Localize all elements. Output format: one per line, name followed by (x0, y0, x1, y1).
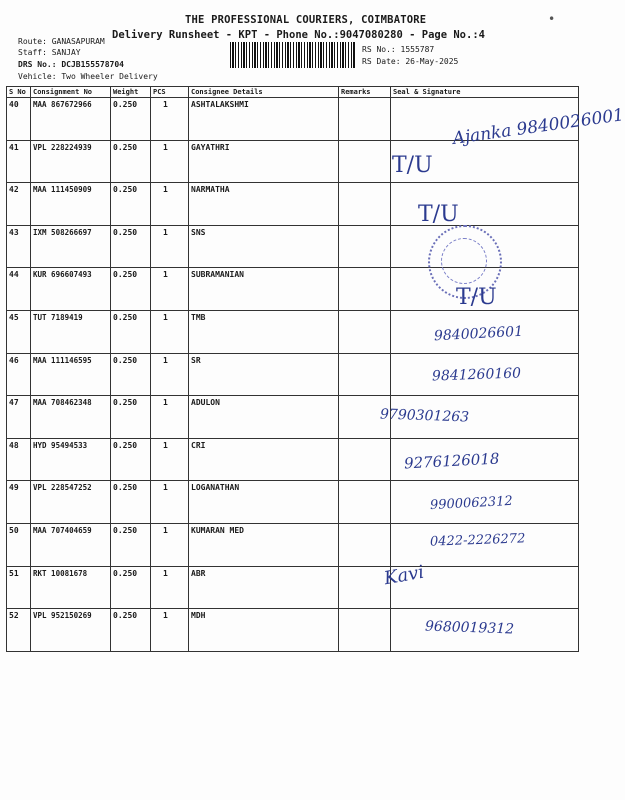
cell-consignee: CRI (189, 438, 339, 481)
cell-consignment: RKT 10081678 (31, 566, 111, 609)
cell-weight: 0.250 (111, 183, 151, 226)
cell-consignment: VPL 952150269 (31, 609, 111, 652)
cell-remarks (339, 481, 391, 524)
cell-consignee: LOGANATHAN (189, 481, 339, 524)
cell-sno: 45 (7, 310, 31, 353)
col-pcs: PCS (151, 87, 189, 98)
cell-consignment: TUT 7189419 (31, 310, 111, 353)
note-tu-2: T/U (418, 202, 459, 227)
cell-sno: 47 (7, 396, 31, 439)
cell-sno: 41 (7, 140, 31, 183)
cell-consignee: ABR (189, 566, 339, 609)
cell-consignment: VPL 228547252 (31, 481, 111, 524)
cell-sno: 46 (7, 353, 31, 396)
cell-weight: 0.250 (111, 225, 151, 268)
signature-row-40: Ajanka 9840026001 (451, 105, 625, 149)
cell-remarks (339, 523, 391, 566)
rs-number: RS No.: 1555787 (362, 45, 435, 54)
cell-consignee: SR (189, 353, 339, 396)
route-label: Route: GANASAPURAM (18, 37, 105, 46)
cell-consignment: MAA 867672966 (31, 98, 111, 141)
delivery-stamp-inner (441, 238, 487, 284)
cell-consignee: SNS (189, 225, 339, 268)
barcode (230, 42, 356, 68)
drs-label: DRS No.: DCJB155578704 (18, 60, 124, 69)
signature-row-49: 9900062312 (429, 493, 514, 514)
table-row (7, 396, 579, 439)
signature-row-45: 9840026601 (433, 323, 524, 345)
cell-consignment: IXM 508266697 (31, 225, 111, 268)
signature-row-50: 0422-2226272 (429, 531, 526, 550)
cell-weight: 0.250 (111, 310, 151, 353)
cell-remarks (339, 353, 391, 396)
cell-weight: 0.250 (111, 566, 151, 609)
col-sno: S No (7, 87, 31, 98)
cell-pcs: 1 (151, 523, 189, 566)
cell-consignee: MDH (189, 609, 339, 652)
cell-sno: 50 (7, 523, 31, 566)
cell-consignment: MAA 708462348 (31, 396, 111, 439)
cell-weight: 0.250 (111, 523, 151, 566)
col-remarks: Remarks (339, 87, 391, 98)
cell-consignment: HYD 95494533 (31, 438, 111, 481)
cell-pcs: 1 (151, 353, 189, 396)
cell-pcs: 1 (151, 98, 189, 141)
signature-row-51: Kavi (382, 561, 426, 590)
note-tu-1: T/U (392, 153, 433, 178)
cell-consignee: SUBRAMANIAN (189, 268, 339, 311)
cell-remarks (339, 98, 391, 141)
cell-consignee: TMB (189, 310, 339, 353)
cell-pcs: 1 (151, 140, 189, 183)
cell-sno: 40 (7, 98, 31, 141)
cell-sno: 43 (7, 225, 31, 268)
cell-weight: 0.250 (111, 481, 151, 524)
vehicle-label: Vehicle: Two Wheeler Delivery (18, 72, 158, 81)
cell-consignee: ADULON (189, 396, 339, 439)
staff-label: Staff: SANJAY (18, 48, 81, 57)
cell-consignee: KUMARAN MED (189, 523, 339, 566)
cell-weight: 0.250 (111, 353, 151, 396)
runsheet-subtitle: Delivery Runsheet - KPT - Phone No.:9047080280 - Page No.:4 (112, 29, 485, 41)
cell-pcs: 1 (151, 183, 189, 226)
cell-pcs: 1 (151, 438, 189, 481)
signature-row-46: 9841260160 (431, 365, 522, 385)
cell-consignee: ASHTALAKSHMI (189, 98, 339, 141)
cell-remarks (339, 183, 391, 226)
company-title: THE PROFESSIONAL COURIERS, COIMBATORE (185, 14, 427, 26)
cell-pcs: 1 (151, 268, 189, 311)
signature-row-47: 9790301263 (379, 406, 470, 426)
cell-pcs: 1 (151, 396, 189, 439)
col-weight: Weight (111, 87, 151, 98)
cell-weight: 0.250 (111, 609, 151, 652)
signature-row-48: 9276126018 (403, 449, 500, 473)
cell-consignment: MAA 707404659 (31, 523, 111, 566)
cell-weight: 0.250 (111, 396, 151, 439)
cell-sno: 48 (7, 438, 31, 481)
cell-consignment: MAA 111450909 (31, 183, 111, 226)
table-row (7, 183, 579, 226)
col-consignment: Consignment No (31, 87, 111, 98)
table-header-row (7, 87, 579, 98)
cell-weight: 0.250 (111, 98, 151, 141)
cell-pcs: 1 (151, 481, 189, 524)
table-row (7, 140, 579, 183)
cell-consignment: VPL 228224939 (31, 140, 111, 183)
cell-pcs: 1 (151, 225, 189, 268)
cell-consignee: GAYATHRI (189, 140, 339, 183)
cell-sno: 51 (7, 566, 31, 609)
rs-date: RS Date: 26-May-2025 (362, 57, 459, 66)
cell-remarks (339, 140, 391, 183)
cell-consignment: KUR 696607493 (31, 268, 111, 311)
cell-weight: 0.250 (111, 268, 151, 311)
cell-pcs: 1 (151, 566, 189, 609)
cell-sno: 44 (7, 268, 31, 311)
cell-weight: 0.250 (111, 438, 151, 481)
signature-row-52: 9680019312 (424, 618, 515, 638)
cell-sno: 42 (7, 183, 31, 226)
col-consignee: Consignee Details (189, 87, 339, 98)
cell-consignee: NARMATHA (189, 183, 339, 226)
cell-weight: 0.250 (111, 140, 151, 183)
cell-remarks (339, 225, 391, 268)
cell-remarks (339, 268, 391, 311)
corner-mark: • (548, 12, 556, 26)
table-row (7, 566, 579, 609)
cell-pcs: 1 (151, 310, 189, 353)
note-tu-3: T/U (456, 285, 497, 310)
cell-remarks (339, 310, 391, 353)
cell-sno: 52 (7, 609, 31, 652)
cell-consignment: MAA 111146595 (31, 353, 111, 396)
cell-remarks (339, 609, 391, 652)
cell-pcs: 1 (151, 609, 189, 652)
col-signature: Seal & Signature (391, 87, 579, 98)
cell-sno: 49 (7, 481, 31, 524)
cell-remarks (339, 438, 391, 481)
